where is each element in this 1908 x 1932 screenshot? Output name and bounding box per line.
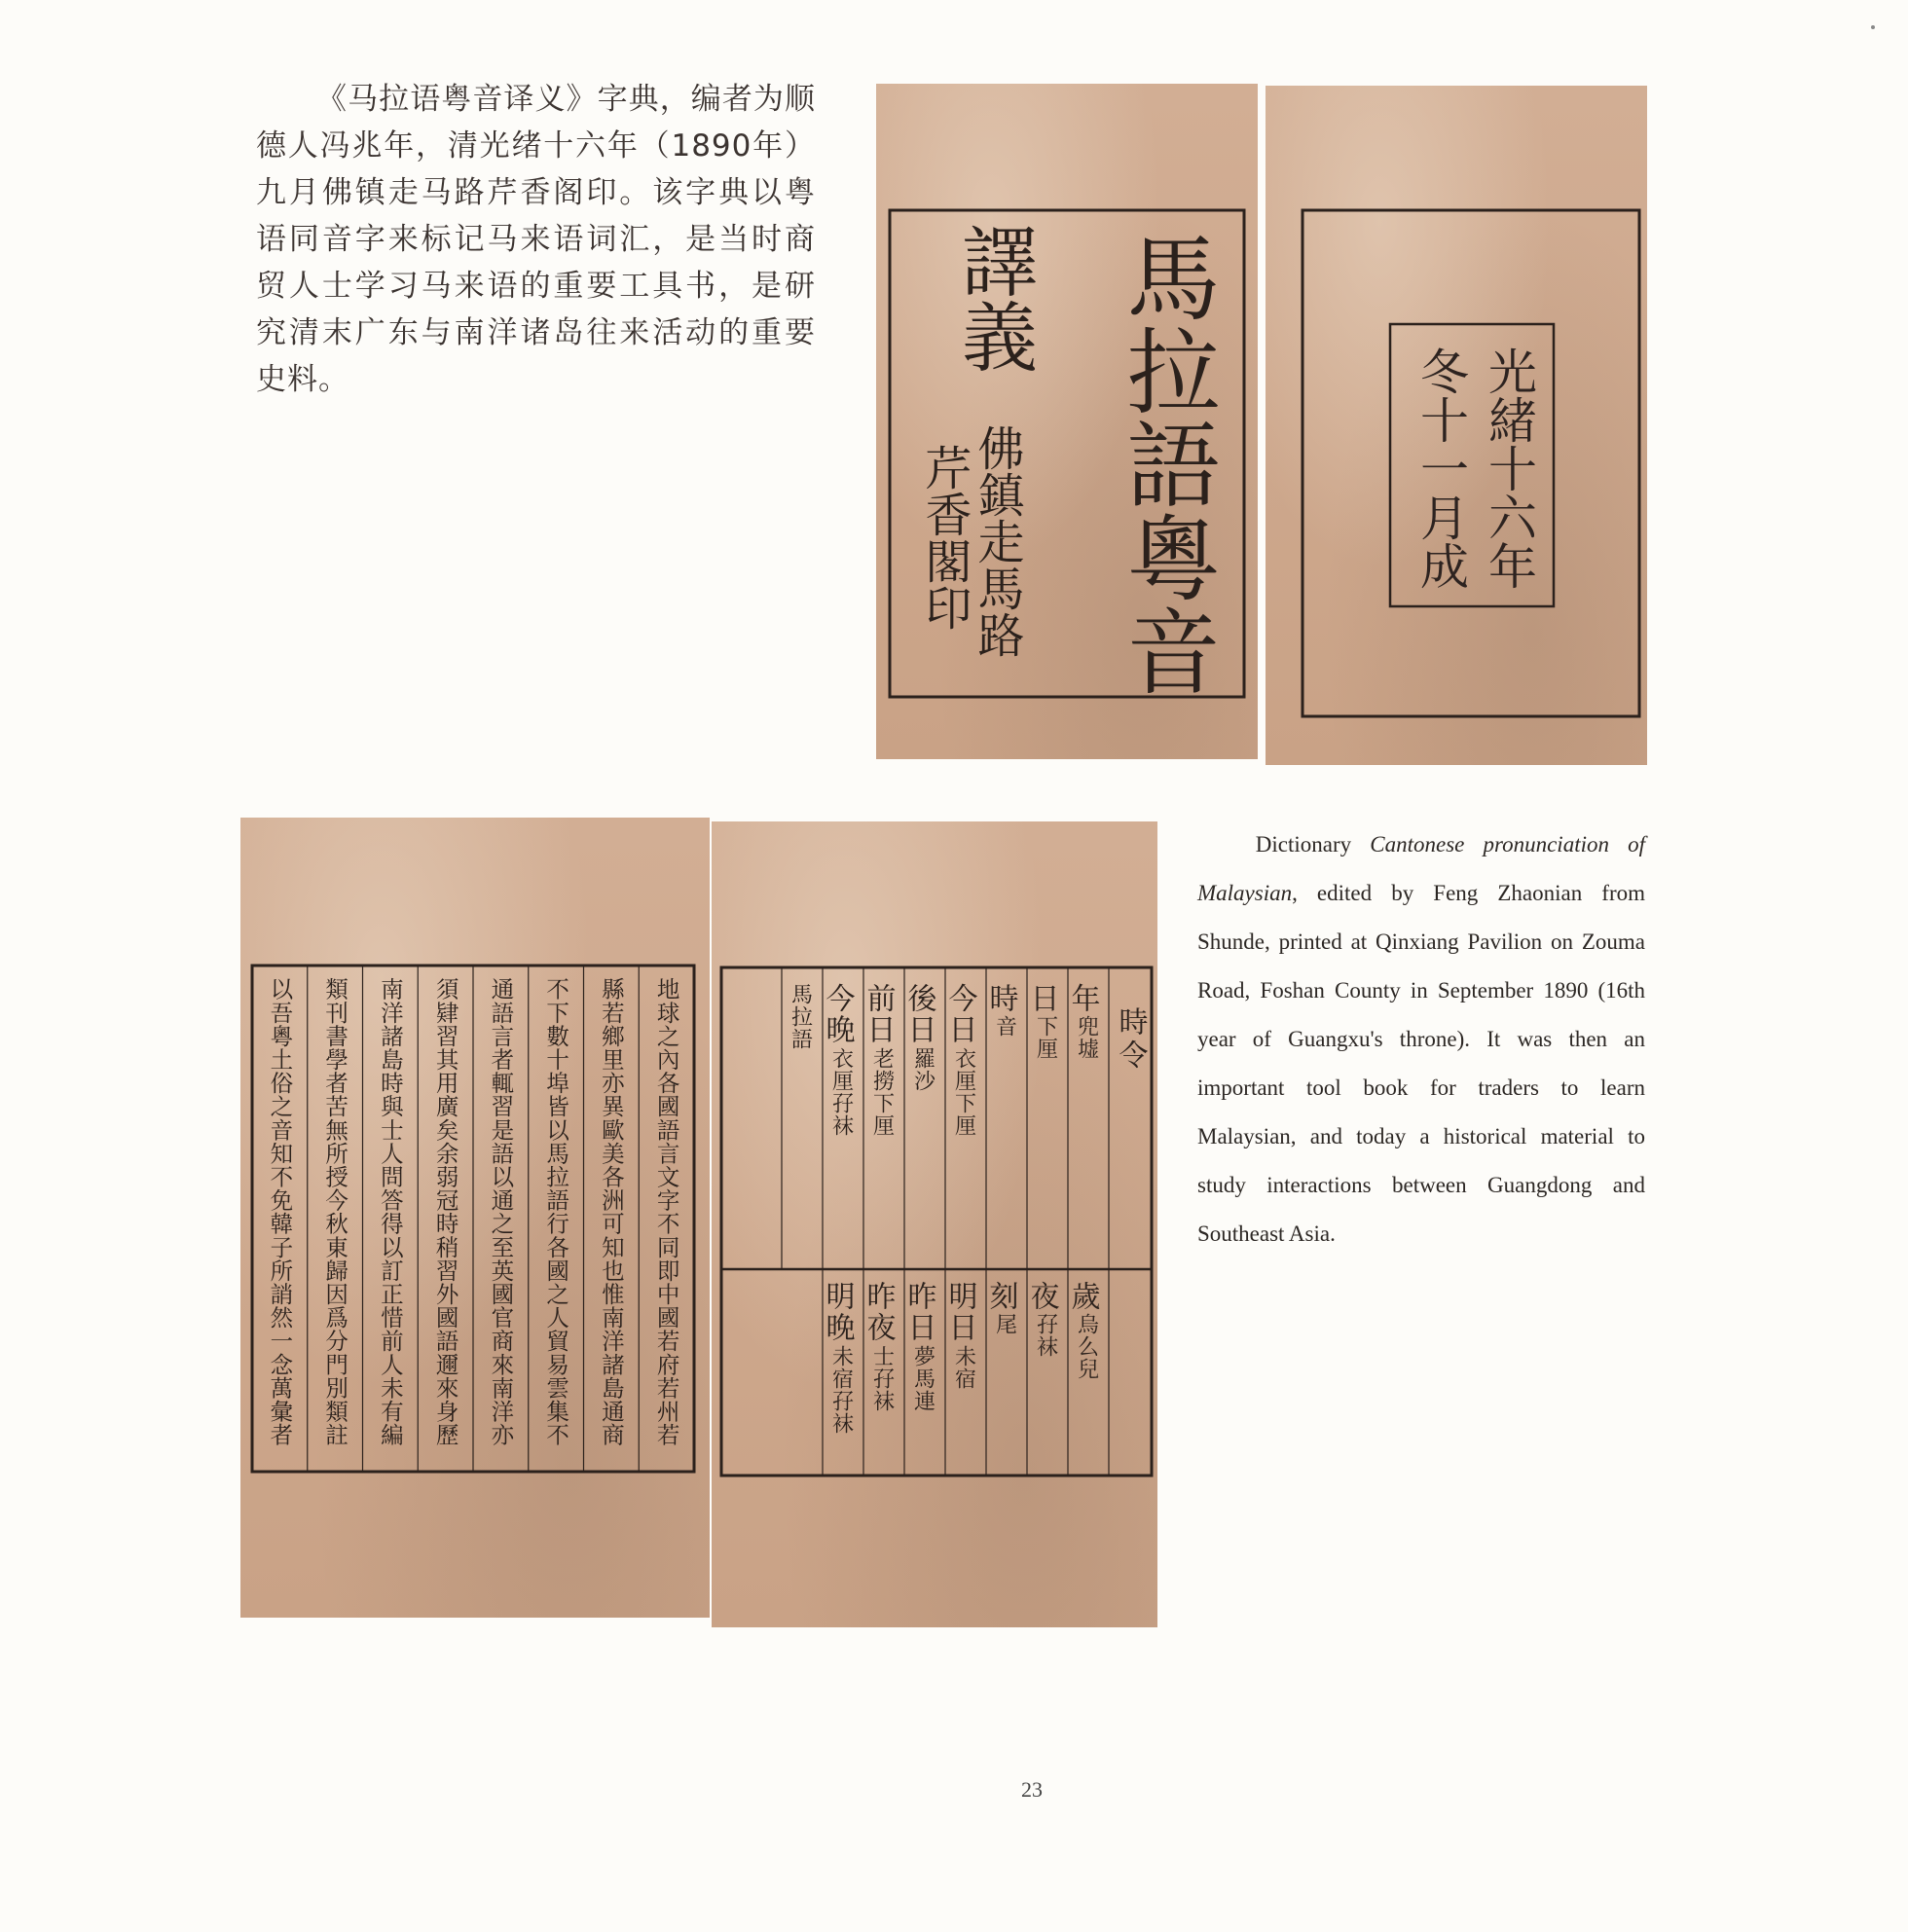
- chinese-caption: 《马拉语粤音译义》字典，编者为顺德人冯兆年，清光绪十六年（1890年）九月佛镇走马路芹香阁印。该字典以粤语同音字来标记马来语词汇，是当时商贸人士学习马来语的重要工具书，是研究清末广东与南洋诸岛往来活动的重要史料。: [256, 82, 816, 397]
- preface-column: 類刊書學者苦無所授今秋東歸因爲分門別類註: [321, 977, 349, 1446]
- preface-page-photo: [240, 818, 710, 1618]
- english-caption: [1197, 820, 1645, 1258]
- colophon-line2: 冬十一月成: [1413, 346, 1469, 590]
- english-caption-prefix: Dictionary: [1255, 832, 1371, 857]
- preface-column: 南洋諸島時與士人問答得以訂正惜前人未有編: [376, 977, 404, 1446]
- preface-column: 不下數十埠皆以馬拉語行各國之人貿易雲集不: [542, 977, 570, 1446]
- vocab-pronunciation: 兜墟: [1074, 1015, 1099, 1060]
- vocab-word: 夜: [1024, 1281, 1059, 1312]
- vocab-pronunciation: 未宿: [951, 1345, 976, 1390]
- preface-column: 須肄習其用廣矣余弱冠時稍習外國語邇來身歷: [431, 977, 459, 1446]
- cover-publisher-line2: 芹香閣印: [917, 444, 972, 631]
- preface-column: 通語言者輒習是語以通之至英國官商來南洋亦: [487, 977, 515, 1446]
- vocab-word: 明日: [942, 1281, 977, 1343]
- vocab-pronunciation: 衣厘孖袜: [828, 1047, 854, 1137]
- colophon-line1: 光緒十六年: [1481, 346, 1537, 590]
- vocab-word: 今晚: [820, 983, 855, 1045]
- vocab-word: 刻: [983, 1281, 1018, 1312]
- vocab-pronunciation: 衣厘下厘: [951, 1047, 976, 1137]
- page-number: 23: [1021, 1777, 1043, 1802]
- vocab-word: 昨夜: [861, 1281, 896, 1343]
- scan-speck: [1871, 25, 1875, 29]
- vocab-word: 日: [1024, 983, 1059, 1014]
- cover-title-small: 譯義: [949, 222, 1037, 374]
- vocab-header: 時令: [1113, 1006, 1148, 1073]
- preface-column: 地球之內各國語言文字不同即中國若府若州若: [652, 977, 680, 1446]
- cover-title-large: 馬拉語粵音: [1112, 230, 1221, 697]
- preface-column: 縣若鄉里亦異歐美各洲可知也惟南洋諸島通商: [597, 977, 625, 1446]
- vocab-word: 歲: [1065, 1281, 1100, 1312]
- vocab-pronunciation: 下厘: [1033, 1015, 1058, 1060]
- vocab-word: 明晚: [820, 1281, 855, 1343]
- vocab-pronunciation: 夢馬連: [910, 1345, 936, 1412]
- vocab-pronunciation: 烏么兒: [1074, 1313, 1099, 1380]
- preface-column: 以吾粵土俗之音知不免韓子所誚然一念萬彙者: [266, 977, 294, 1446]
- vocab-pronunciation: 老撈下厘: [869, 1047, 895, 1137]
- colophon-photo: [1266, 86, 1647, 765]
- english-caption-title: Cantonese pronunciation of Malaysian: [1197, 832, 1645, 905]
- vocab-pronunciation: 士孖袜: [869, 1345, 895, 1412]
- vocab-pronunciation: 未宿孖袜: [828, 1345, 854, 1435]
- vocab-word: 昨日: [901, 1281, 936, 1343]
- book-cover-photo: [876, 84, 1258, 759]
- vocab-word: 年: [1065, 983, 1100, 1014]
- english-caption-body: , edited by Feng Zhaonian from Shunde, printed at Qinxiang Pavilion on Zouma Road, Foshan County in September 1890 (16th year of Guangxu's throne). It was then an important tool book for traders to learn Malaysian, and today a historical material to study interactions between Guangdong and Southeast Asia.: [1197, 881, 1645, 1246]
- cover-publisher-line1: 佛鎮走馬路: [970, 424, 1024, 658]
- vocab-pronunciation: 尾: [992, 1313, 1017, 1335]
- vocab-pronunciation: 馬拉語: [788, 983, 813, 1050]
- vocab-pronunciation: 孖袜: [1033, 1313, 1058, 1358]
- vocab-pronunciation: 羅沙: [910, 1047, 936, 1092]
- vocab-word: 今日: [942, 983, 977, 1045]
- vocab-pronunciation: 音: [992, 1015, 1017, 1038]
- vocab-word: 前日: [861, 983, 896, 1045]
- vocab-word: 後日: [901, 983, 936, 1045]
- vocabulary-page-photo: [712, 821, 1157, 1627]
- vocab-word: 時: [983, 983, 1018, 1014]
